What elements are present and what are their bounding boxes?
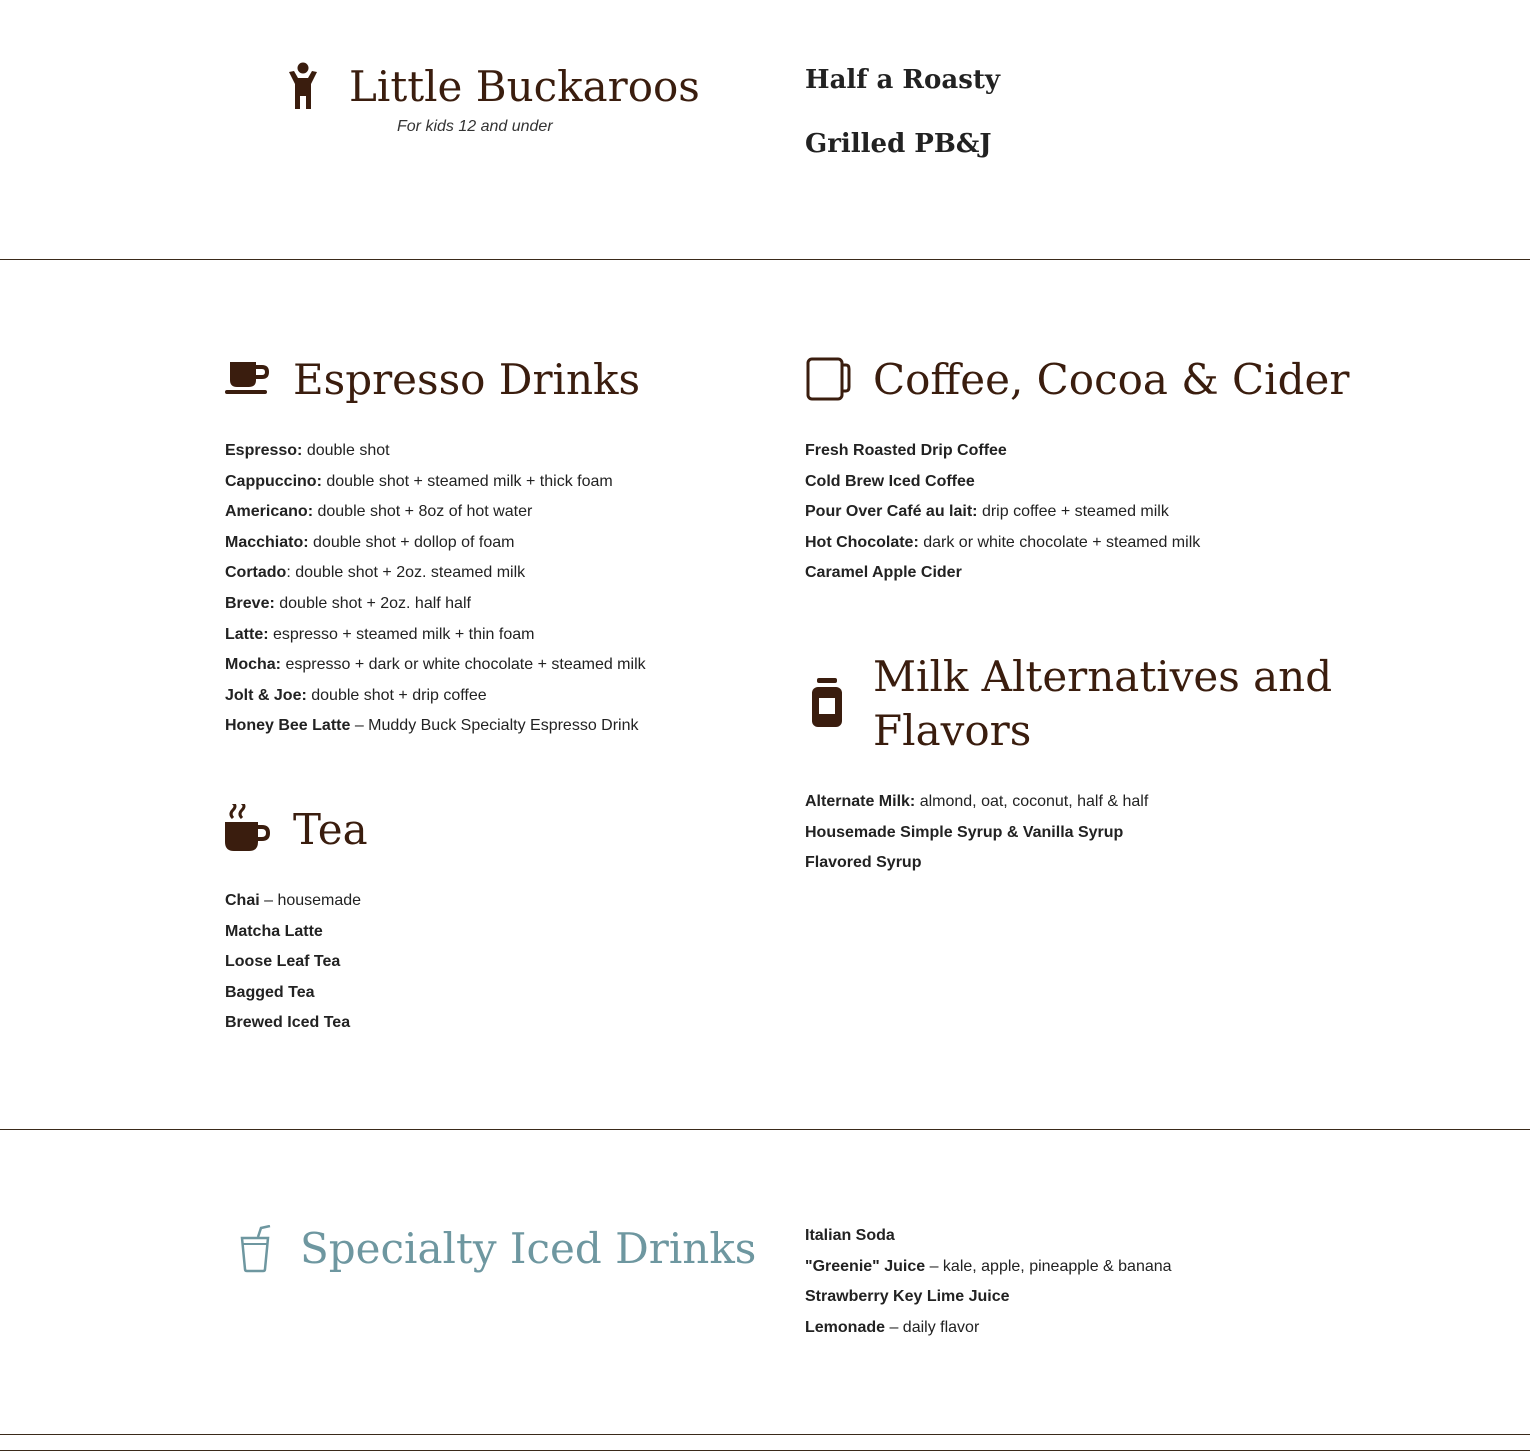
espresso-section-title: Espresso Drinks xyxy=(293,355,641,404)
milk-title-line2: Flavors xyxy=(873,706,1032,755)
child-icon xyxy=(286,62,320,110)
menu-item: Housemade Simple Syrup & Vanilla Syrup xyxy=(805,823,1124,841)
iced-cup-straw-icon xyxy=(240,1225,272,1273)
coffee-item-list xyxy=(805,436,1200,589)
menu-item: Honey Bee Latte – Muddy Buck Specialty Espresso Drink xyxy=(225,717,639,735)
kids-section-title: Little Buckaroos xyxy=(349,62,700,111)
mug-outline-icon xyxy=(806,357,852,401)
menu-item: Americano: double shot + 8oz of hot water xyxy=(225,503,533,521)
tea-section-title: Tea xyxy=(293,805,368,854)
menu-item: Mocha: espresso + dark or white chocolate + steamed milk xyxy=(225,656,646,674)
menu-item: Loose Leaf Tea xyxy=(225,953,341,971)
coffee-section-title: Coffee, Cocoa & Cider xyxy=(873,355,1350,404)
kids-subtitle: For kids 12 and under xyxy=(397,118,553,135)
espresso-item-list xyxy=(225,436,646,742)
menu-item: Breve: double shot + 2oz. half half xyxy=(225,594,471,612)
milk-section-title xyxy=(873,650,1332,758)
milk-title-line1: Milk Alternatives and xyxy=(873,652,1333,701)
menu-item: Pour Over Café au lait: drip coffee + steamed milk xyxy=(805,503,1169,521)
menu-item: Alternate Milk: almond, oat, coconut, half & half xyxy=(805,793,1149,810)
menu-item: Flavored Syrup xyxy=(805,854,922,872)
menu-item: Cold Brew Iced Coffee xyxy=(805,472,975,490)
menu-item: Chai – housemade xyxy=(225,892,362,909)
steaming-cup-icon xyxy=(224,804,272,854)
menu-item: Jolt & Joe: double shot + drip coffee xyxy=(225,686,487,704)
jar-icon xyxy=(811,678,843,728)
menu-item: Fresh Roasted Drip Coffee xyxy=(805,442,1007,459)
menu-item: Matcha Latte xyxy=(225,922,323,940)
menu-item: "Greenie" Juice – kale, apple, pineapple & banana xyxy=(805,1257,1172,1275)
menu-item: Caramel Apple Cider xyxy=(805,564,962,582)
section-divider xyxy=(0,1129,1530,1130)
milk-item-list xyxy=(805,787,1148,879)
menu-item: Brewed Iced Tea xyxy=(225,1014,351,1032)
iced-item-list xyxy=(805,1221,1172,1343)
menu-item: Espresso: double shot xyxy=(225,442,390,459)
tea-item-list xyxy=(225,886,361,1039)
menu-item: Cappuccino: double shot + steamed milk + thick foam xyxy=(225,472,613,490)
section-divider xyxy=(0,1450,1530,1451)
menu-item: Macchiato: double shot + dollop of foam xyxy=(225,533,515,551)
section-divider xyxy=(0,1434,1530,1435)
menu-item: Strawberry Key Lime Juice xyxy=(805,1288,1010,1306)
menu-item: Latte: espresso + steamed milk + thin foam xyxy=(225,625,535,643)
kids-item-pbj: Grilled PB&J xyxy=(805,129,992,159)
iced-section-title: Specialty Iced Drinks xyxy=(300,1224,757,1273)
menu-item: Lemonade – daily flavor xyxy=(805,1318,980,1336)
kids-item-roasty: Half a Roasty xyxy=(805,65,1000,95)
menu-item: Hot Chocolate: dark or white chocolate + steamed milk xyxy=(805,533,1201,551)
menu-item: Bagged Tea xyxy=(225,983,315,1001)
menu-item: Cortado: double shot + 2oz. steamed milk xyxy=(225,564,526,582)
section-divider xyxy=(0,259,1530,260)
coffee-cup-saucer-icon xyxy=(224,360,272,396)
menu-item: Italian Soda xyxy=(805,1227,895,1244)
